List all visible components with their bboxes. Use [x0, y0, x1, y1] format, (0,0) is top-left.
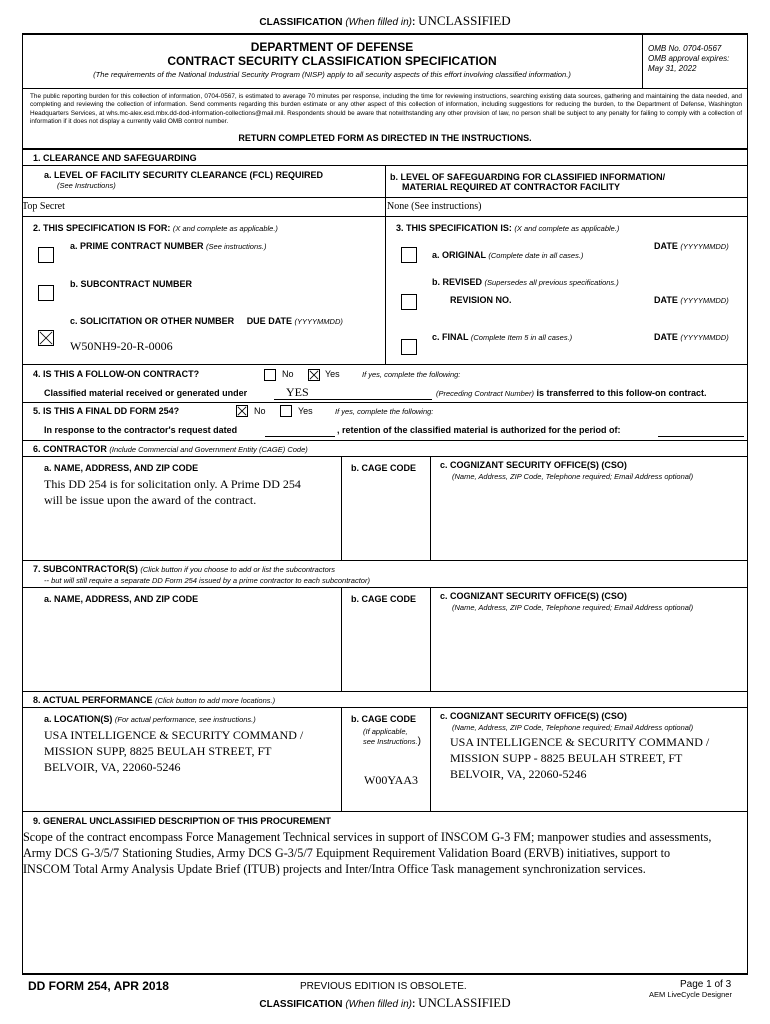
original-label: a. ORIGINAL (Complete date in all cases.) — [432, 250, 584, 260]
section-2-title: 2. THIS SPECIFICATION IS FOR: (X and complete as applicable.) — [33, 223, 278, 233]
department-title: DEPARTMENT OF DEFENSE — [250, 40, 414, 54]
form-subtitle: (The requirements of the National Industrial Security Program (NISP) apply to all security aspects of this effort involving classified information.) — [93, 70, 571, 79]
final-dd254-no-checkbox[interactable] — [236, 405, 248, 417]
section-8-title: 8. ACTUAL PERFORMANCE (Click button to add more locations.) — [33, 695, 276, 705]
prime-contract-checkbox[interactable] — [38, 247, 54, 263]
top-classification: CLASSIFICATION (When filled in): UNCLASSIFIED — [259, 13, 511, 28]
followon-no-checkbox[interactable] — [264, 369, 276, 381]
final-dd254-yes-checkbox[interactable] — [280, 405, 292, 417]
followon-note: If yes, complete the following: — [362, 370, 461, 379]
subcontract-checkbox[interactable] — [38, 285, 54, 301]
form-number: DD FORM 254, APR 2018 — [28, 979, 169, 993]
section-3-title: 3. THIS SPECIFICATION IS: (X and complete as applicable.) — [396, 223, 620, 233]
preceding-contract-value[interactable]: YES — [286, 385, 309, 399]
final-dd254-note: If yes, complete the following: — [335, 407, 434, 416]
bottom-classification-value[interactable]: UNCLASSIFIED — [418, 995, 511, 1010]
revised-checkbox[interactable] — [401, 294, 417, 310]
omb-expires-date: May 31, 2022 — [648, 64, 697, 73]
location-cage-value[interactable]: W00YAA3 — [364, 773, 418, 787]
final-label: c. FINAL (Complete Item 5 in all cases.) — [432, 332, 573, 342]
contractor-cage-label: b. CAGE CODE — [351, 463, 417, 473]
original-checkbox[interactable] — [401, 247, 417, 263]
retention-label: , retention of the classified material is authorized for the period of: — [337, 425, 621, 435]
revised-date-label: DATE (YYYYMMDD) — [654, 295, 729, 305]
solicitation-checkbox[interactable] — [38, 330, 54, 346]
location-value[interactable]: USA INTELLIGENCE & SECURITY COMMAND / MISSION SUPP, 8825 BEULAH STREET, FT BELVOIR, VA, 22060-5246 — [44, 728, 304, 774]
procurement-description[interactable]: Scope of the contract encompass Force Management Technical services in support of INSCOM G-3 FM; manpower studies and assessments, Army DCS G-3/5/7 Stationing Studies, Army DCS G-3/5/7 Equipment Requirement Validation Board (ERVB) initiatives, support to INSCOM Total Army Analysis Update Brief (ITUB) projects and Inter/Intra Office Task management synchronization services. — [23, 830, 712, 876]
bottom-classification: CLASSIFICATION (When filled in): UNCLASSIFIED — [259, 995, 511, 1010]
fcl-note: (See Instructions) — [57, 181, 116, 190]
contractor-name-label: a. NAME, ADDRESS, AND ZIP CODE — [44, 463, 199, 473]
final-dd254-yes-label: Yes — [298, 406, 313, 416]
fcl-label: a. LEVEL OF FACILITY SECURITY CLEARANCE (FCL) REQUIRED — [44, 170, 324, 180]
final-date-label: DATE (YYYYMMDD) — [654, 332, 729, 342]
revised-label: b. REVISED (Supersedes all previous specifications.) — [432, 277, 619, 287]
classification-value[interactable]: UNCLASSIFIED — [418, 13, 511, 28]
when-filled-note: (When filled in) — [345, 17, 413, 28]
subcontractor-name-label: a. NAME, ADDRESS, AND ZIP CODE — [44, 594, 199, 604]
subcontractor-cso-label: c. COGNIZANT SECURITY OFFICE(S) (CSO) — [440, 591, 627, 601]
request-dated-label: In response to the contractor's request dated — [44, 425, 238, 435]
preceding-contract-note: (Preceding Contract Number) is transferred to this follow-on contract. — [436, 388, 707, 398]
section-7-title: 7. SUBCONTRACTOR(S) (Click button if you choose to add or list the subcontractors — [33, 564, 336, 574]
checkmark-x-icon — [39, 331, 53, 345]
location-label: a. LOCATION(S) (For actual performance, see instructions.) — [44, 714, 256, 724]
omb-number: OMB No. 0704-0567 — [648, 44, 722, 53]
subcontract-label: b. SUBCONTRACT NUMBER — [70, 279, 192, 289]
section-9-title: 9. GENERAL UNCLASSIFIED DESCRIPTION OF THIS PROCUREMENT — [33, 816, 331, 826]
subcontractor-cso-note: (Name, Address, ZIP Code, Telephone required; Email Address optional) — [452, 603, 694, 612]
followon-no-label: No — [282, 369, 294, 379]
section-5-title: 5. IS THIS A FINAL DD FORM 254? — [33, 406, 180, 416]
location-cso-note: (Name, Address, ZIP Code, Telephone required; Email Address optional) — [452, 723, 694, 732]
final-checkbox[interactable] — [401, 339, 417, 355]
safeguarding-value[interactable]: None (See instructions) — [387, 201, 482, 212]
safeguarding-label: b. LEVEL OF SAFEGUARDING FOR CLASSIFIED INFORMATION/ MATERIAL REQUIRED AT CONTRACTOR FACILITY — [390, 172, 666, 192]
prime-contract-label: a. PRIME CONTRACT NUMBER (See instructions.) — [70, 241, 267, 251]
designer-note: AEM LiveCycle Designer — [649, 990, 732, 999]
contractor-name-value[interactable]: This DD 254 is for solicitation only. A Prime DD 254 will be issue upon the award of the contract. — [44, 477, 301, 507]
section-6-title: 6. CONTRACTOR (Include Commercial and Government Entity (CAGE) Code) — [33, 444, 308, 454]
request-date-field[interactable] — [265, 436, 335, 437]
section-1-title: 1. CLEARANCE AND SAFEGUARDING — [33, 153, 197, 163]
burden-statement: The public reporting burden for this collection of information, 0704-0567, is estimated to average 70 minutes per response, including the time for reviewing instructions, searching existing data sources, gathering and maintaining the data needed, and completing and reviewing the collection of information. Send comments regarding this burden estimate or any other aspect of this collection of information, including suggestions for reducing the burden, to the Department of Defense, Washington Headquarters Services, at whs.mc-alex.esd.mbx.dd-dod-information-collections@mail.mil. Respondents should be aware that notwithstanding any other provision of law, no person shall be subject to any penalty for failing to comply with a collection of information if it does not display a currently valid OMB control number. — [30, 93, 742, 126]
final-dd254-no-label: No — [254, 406, 266, 416]
return-instruction: RETURN COMPLETED FORM AS DIRECTED IN THE INSTRUCTIONS. — [238, 133, 532, 143]
classified-material-label: Classified material received or generated under — [44, 388, 248, 398]
contractor-cso-note: (Name, Address, ZIP Code, Telephone required; Email Address optional) — [452, 472, 694, 481]
revision-number-label: REVISION NO. — [450, 295, 512, 305]
location-cso-value[interactable]: USA INTELLIGENCE & SECURITY COMMAND / MISSION SUPP - 8825 BEULAH STREET, FT BELVOIR, VA, 22060-5246 — [450, 735, 710, 781]
solicitation-label: c. SOLICITATION OR OTHER NUMBER DUE DATE (YYYYMMDD) — [70, 316, 343, 326]
followon-yes-checkbox[interactable] — [308, 369, 320, 381]
checkmark-x-icon — [309, 370, 319, 380]
section-7-note: -- but will still require a separate DD Form 254 issued by a prime contractor to each subcontractor) — [44, 576, 370, 585]
omb-expires-label: OMB approval expires: — [648, 54, 730, 63]
omb-block — [648, 44, 729, 74]
location-cage-note: (If applicable, see Instructions.) — [363, 727, 421, 747]
form-title: CONTRACT SECURITY CLASSIFICATION SPECIFICATION — [167, 54, 497, 68]
followon-yes-label: Yes — [325, 369, 340, 379]
section-4-title: 4. IS THIS A FOLLOW-ON CONTRACT? — [33, 369, 200, 379]
retention-period-field[interactable] — [658, 436, 744, 437]
location-cso-label: c. COGNIZANT SECURITY OFFICE(S) (CSO) — [440, 711, 627, 721]
solicitation-number[interactable]: W50NH9-20-R-0006 — [70, 339, 173, 353]
fcl-value[interactable]: Top Secret — [22, 201, 65, 212]
contractor-cso-label: c. COGNIZANT SECURITY OFFICE(S) (CSO) — [440, 460, 627, 470]
previous-edition-note: PREVIOUS EDITION IS OBSOLETE. — [300, 981, 467, 992]
page-number: Page 1 of 3 — [680, 979, 732, 990]
location-cage-label: b. CAGE CODE — [351, 714, 417, 724]
checkmark-x-icon — [237, 406, 247, 416]
classification-label: CLASSIFICATION — [259, 17, 343, 28]
subcontractor-cage-label: b. CAGE CODE — [351, 594, 417, 604]
original-date-label: DATE (YYYYMMDD) — [654, 241, 729, 251]
